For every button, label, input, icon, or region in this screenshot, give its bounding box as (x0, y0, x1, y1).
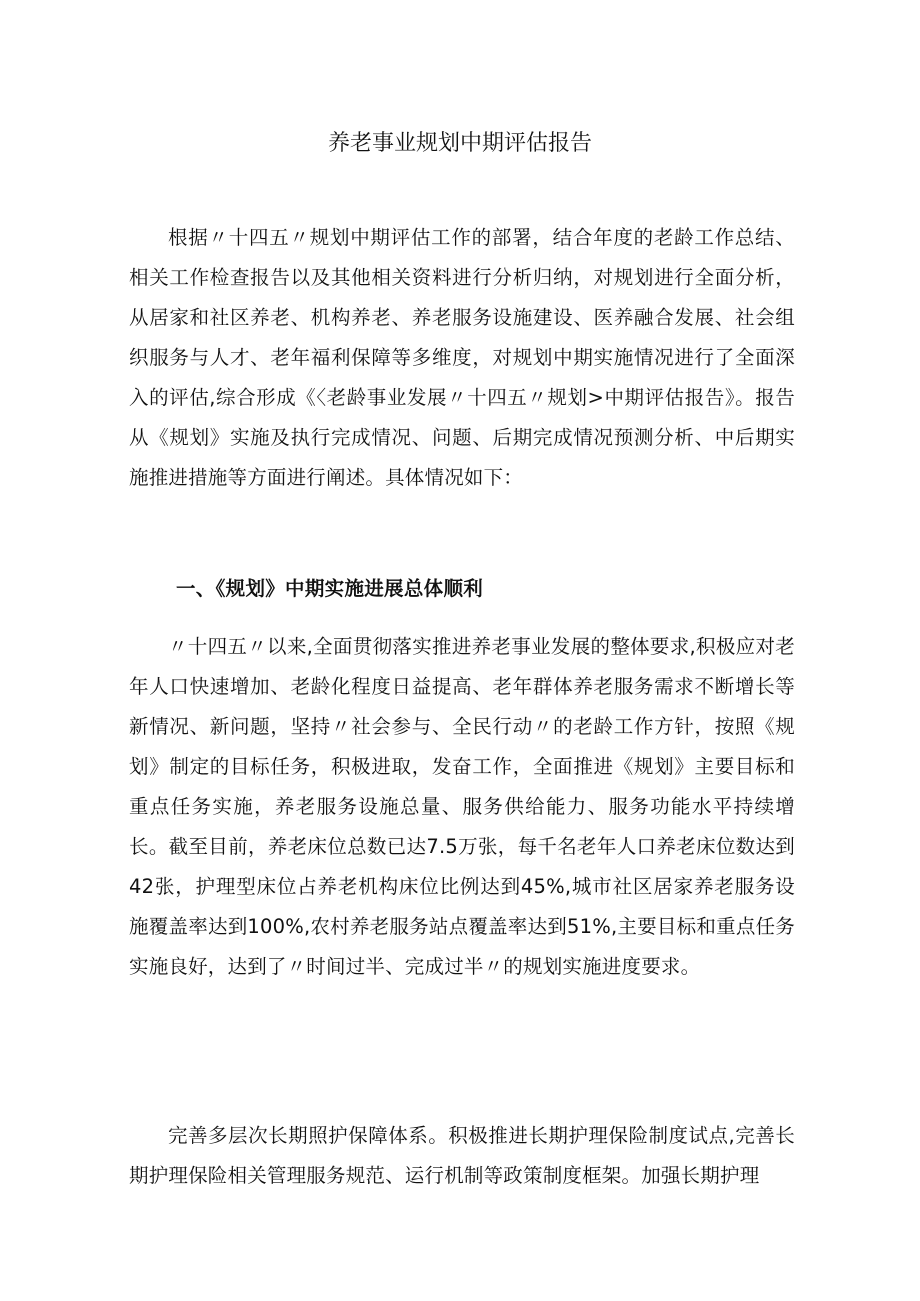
section-heading: 一、《规划》中期实施进展总体顺利 (176, 577, 484, 600)
progress-paragraph: 〃十四五〃以来,全面贯彻落实推进养老事业发展的整体要求,积极应对老年人口快速增加、老龄化程度日益提高、老年群体养老服务需求不断增长等新情况、新问题，坚持〃社会参与、全民行动〃的老龄工作方针，按照《规划》制定的目标任务，积极进取，发奋工作，全面推进《规划》主要目标和重点任务实施，养老服务设施总量、服务供给能力、服务功能水平持续增长。截至目前，养老床位总数已达7.5万张，每千名老年人口养老床位数达到42张，护理型床位占养老机构床位比例达到45%,城市社区居家养老服务设施覆盖率达到100%,农村养老服务站点覆盖率达到51%,主要目标和重点任务实施良好，达到了〃时间过半、完成过半〃的规划实施进度要求。 (129, 635, 795, 978)
care-system-paragraph: 完善多层次长期照护保障体系。积极推进长期护理保险制度试点,完善长期护理保险相关管理服务规范、运行机制等政策制度框架。加强长期护理 (129, 1124, 795, 1187)
document-title: 养老事业规划中期评估报告 (327, 131, 592, 156)
intro-paragraph: 根据〃十四五〃规划中期评估工作的部署，结合年度的老龄工作总结、相关工作检查报告以及其他相关资料进行分析归纳，对规划进行全面分析，从居家和社区养老、机构养老、养老服务设施建设、医养融合发展、社会组织服务与人才、老年福利保障等多维度，对规划中期实施情况进行了全面深入的评估,综合形成《〈老龄事业发展〃十四五〃规划>中期评估报告》。报告从《规划》实施及执行完成情况、问题、后期完成情况预测分析、中后期实施推进措施等方面进行阐述。具体情况如下： (129, 226, 795, 489)
